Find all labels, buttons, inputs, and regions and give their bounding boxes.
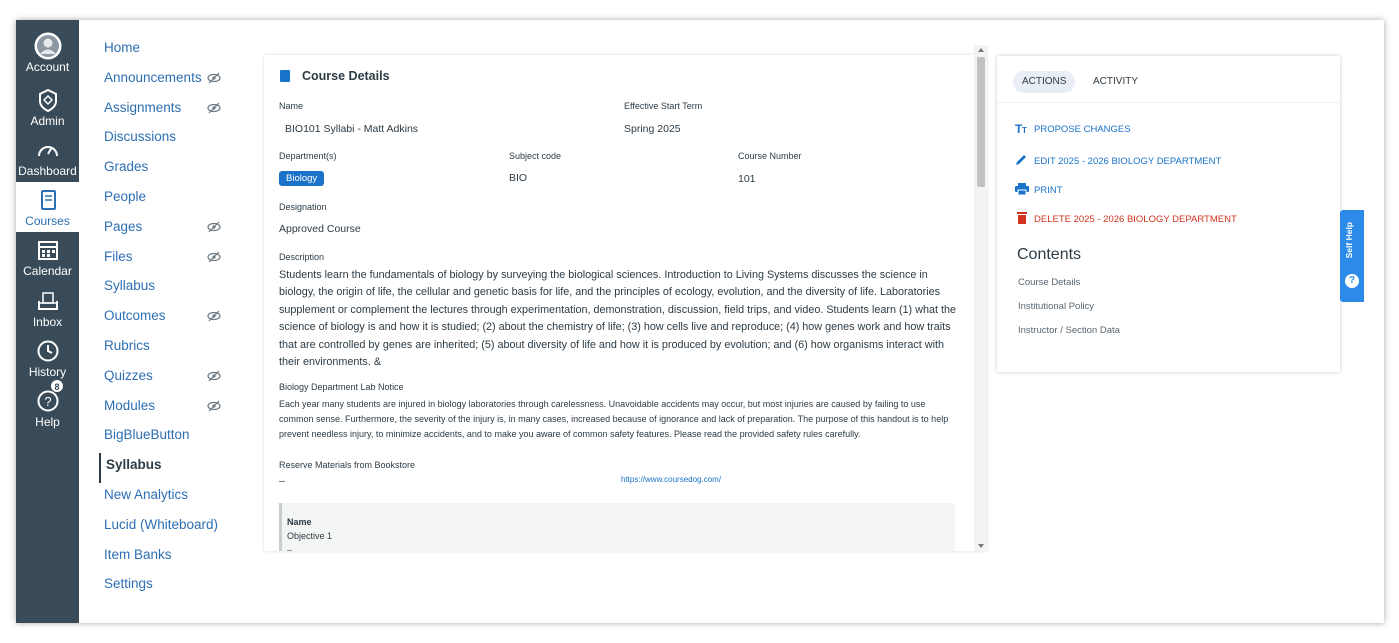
course-nav-label: Lucid (Whiteboard) [104,516,219,532]
global-nav-label: Inbox [32,315,63,329]
lab-notice-label: Biology Department Lab Notice [279,382,404,392]
eye-slash-icon [207,369,221,383]
reserve-value: – [279,475,285,487]
description-text: Students learn the fundamentals of biology by surveying the biological sciences. Introduction to Living Systems discusses the science in biology, the origin of life, the cellular and genetic basis for life, and the principles of ecology, evolution, and the diversity of life. Laboratories supplement or complement the lectures through experimentation, demonstration, discussion, field trips, and video. Students learn (1) what the science of biology is and how it is studied; (2) about the chemistry of life; (3) how cells live and reproduce; (4) how genes work and how traits that are controlled by genes are inherited; (5) about diversity of life and how it is produced by evolution; and (6) how organisms interact with their environments. & [279,269,956,369]
course-nav-grades[interactable] [79,155,239,185]
question-icon: ? [1345,274,1359,288]
book-icon [280,70,290,82]
name-label: Name [279,101,304,111]
account-icon [34,32,62,60]
course-number-label: Course Number [738,151,802,161]
propose-changes-button[interactable] [1015,122,1131,135]
course-details-title: Course Details [302,69,390,83]
global-nav-dashboard[interactable] [16,132,79,182]
edit-department-label: EDIT 2025 - 2026 BIOLOGY DEPARTMENT [1034,156,1222,167]
global-nav-label: Account [25,60,70,74]
course-nav-label: Quizzes [104,367,153,383]
department-label: Department(s) [279,151,337,161]
course-nav-label: Home [104,40,141,55]
delete-department-label: DELETE 2025 - 2026 BIOLOGY DEPARTMENT [1034,214,1237,225]
admin-shield-icon [34,86,62,114]
global-nav-label: Admin [30,114,65,128]
course-nav-label: Files [104,248,133,264]
course-nav-label: Announcements [104,69,202,85]
global-nav-courses[interactable] [16,182,79,232]
eye-slash-icon [207,71,221,85]
course-nav-rubrics[interactable] [79,334,239,364]
course-nav-label: Syllabus [104,278,156,294]
objective-name-value: Objective 1 [287,531,333,541]
eye-slash-icon [207,220,221,234]
course-nav [79,36,239,602]
eye-slash-icon [207,399,221,413]
svg-text:T: T [1022,126,1027,134]
start-term-label: Effective Start Term [624,101,703,111]
name-value: BIO101 Syllabi - Matt Adkins [285,123,419,135]
course-nav-new-analytics[interactable] [79,483,239,513]
course-nav-label: Pages [104,218,143,234]
course-nav-syllabus-active[interactable] [99,453,239,483]
course-nav-syllabus[interactable] [79,274,239,304]
global-nav-admin[interactable] [16,82,79,132]
scroll-down-arrow-icon[interactable] [978,544,984,548]
global-nav-calendar[interactable] [16,232,79,282]
self-help-button[interactable] [1340,210,1364,302]
course-nav-label: People [104,188,147,204]
global-nav-label: Courses [25,214,70,228]
objective-card [279,503,955,551]
course-nav-label: BigBlueButton [104,427,190,443]
printer-icon [1015,183,1029,195]
global-nav-label: History [28,365,67,379]
subject-code-value: BIO [509,172,528,184]
course-nav-label: Assignments [104,99,182,115]
global-nav-label: Calendar [23,264,72,278]
course-details-panel [264,55,987,551]
course-details-heading [280,69,390,83]
department-badge: Biology [279,171,324,186]
course-nav-item-banks[interactable] [79,543,239,573]
svg-text:T: T [1015,122,1023,134]
course-nav-pages[interactable] [79,215,239,245]
designation-label: Designation [279,202,327,212]
reserve-label: Reserve Materials from Bookstore [279,460,416,470]
global-nav-help[interactable] [16,383,79,433]
course-nav-announcements[interactable] [79,66,239,96]
contents-item-instructor-section-data[interactable]: Instructor / Section Data [1018,325,1120,336]
course-nav-home[interactable] [79,36,239,66]
scroll-up-arrow-icon[interactable] [978,48,984,52]
delete-department-button[interactable] [1015,212,1237,225]
course-nav-label: Item Banks [104,546,172,562]
course-number-value: 101 [738,173,756,185]
course-nav-assignments[interactable] [79,96,239,126]
trash-icon [1015,212,1029,224]
description-label: Description [279,252,325,262]
help-badge: 8 [50,379,64,393]
coursedog-link[interactable]: https://www.coursedog.com/ [621,475,722,484]
contents-item-institutional-policy[interactable]: Institutional Policy [1018,301,1095,312]
eye-slash-icon [207,309,221,323]
course-nav-settings[interactable] [79,572,239,602]
course-nav-label: Syllabus [106,457,162,473]
objective-extra: – [287,545,293,551]
course-nav-label: New Analytics [104,486,189,502]
eye-slash-icon [207,101,221,115]
contents-item-course-details[interactable]: Course Details [1018,277,1081,288]
designation-value: Approved Course [279,223,361,235]
contents-heading: Contents [1017,246,1082,263]
eye-slash-icon [207,250,221,264]
actions-panel [997,56,1340,372]
course-nav-modules[interactable] [79,394,239,424]
global-nav-history[interactable] [16,333,79,383]
global-nav-label: Help [35,415,60,429]
objective-name-label: Name [287,517,312,527]
course-nav-quizzes[interactable] [79,364,239,394]
text-format-icon [1015,122,1029,134]
start-term-value: Spring 2025 [624,123,681,135]
calendar-icon [34,236,62,264]
course-nav-label: Settings [104,576,153,592]
course-nav-label: Grades [104,159,149,175]
course-nav-people[interactable] [79,185,239,215]
course-nav-discussions[interactable] [79,125,239,155]
self-help-label: Self Help [1344,222,1354,259]
tab-activity[interactable]: ACTIVITY [1093,76,1139,87]
print-label: PRINT [1034,185,1063,196]
pencil-icon [1015,154,1029,166]
subject-code-label: Subject code [509,151,562,161]
course-nav-label: Modules [104,397,156,413]
history-clock-icon [34,337,62,365]
edit-department-button[interactable] [1015,154,1221,167]
inbox-icon [34,287,62,315]
course-nav-lucid[interactable] [79,513,239,543]
svg-text:?: ? [43,394,52,409]
global-nav-inbox[interactable] [16,283,79,333]
course-nav-label: Outcomes [104,308,166,324]
main-scrollbar[interactable] [974,45,988,551]
print-button[interactable] [1015,183,1063,196]
tab-divider [997,102,1340,103]
scrollbar-thumb[interactable] [977,57,985,187]
courses-book-icon [34,186,62,214]
propose-changes-label: PROPOSE CHANGES [1034,124,1131,135]
dashboard-gauge-icon [34,136,62,164]
global-nav [16,20,79,623]
global-nav-account[interactable] [16,28,79,78]
course-nav-outcomes[interactable] [79,304,239,334]
course-nav-label: Discussions [104,129,177,145]
app-window [16,20,1384,623]
global-nav-label: Dashboard [18,164,77,178]
course-nav-label: Rubrics [104,337,150,353]
tab-actions[interactable]: ACTIONS [1013,71,1075,93]
course-nav-files[interactable] [79,245,239,275]
lab-notice-text: Each year many students are injured in biology laboratories through carelessness. Unavoidable accidents may occur, but most injuries are caused by failing to use common sense. Furthermore, the severity of the injury is, in many cases, increased because of ignorance and lack of preparation. The purpose of this handout is to help prevent needless injury, to minimize accidents, and to make you aware of common safety features. Please read the provided safety rules carefully. [279,399,949,439]
course-nav-bigbluebutton[interactable] [79,423,239,453]
